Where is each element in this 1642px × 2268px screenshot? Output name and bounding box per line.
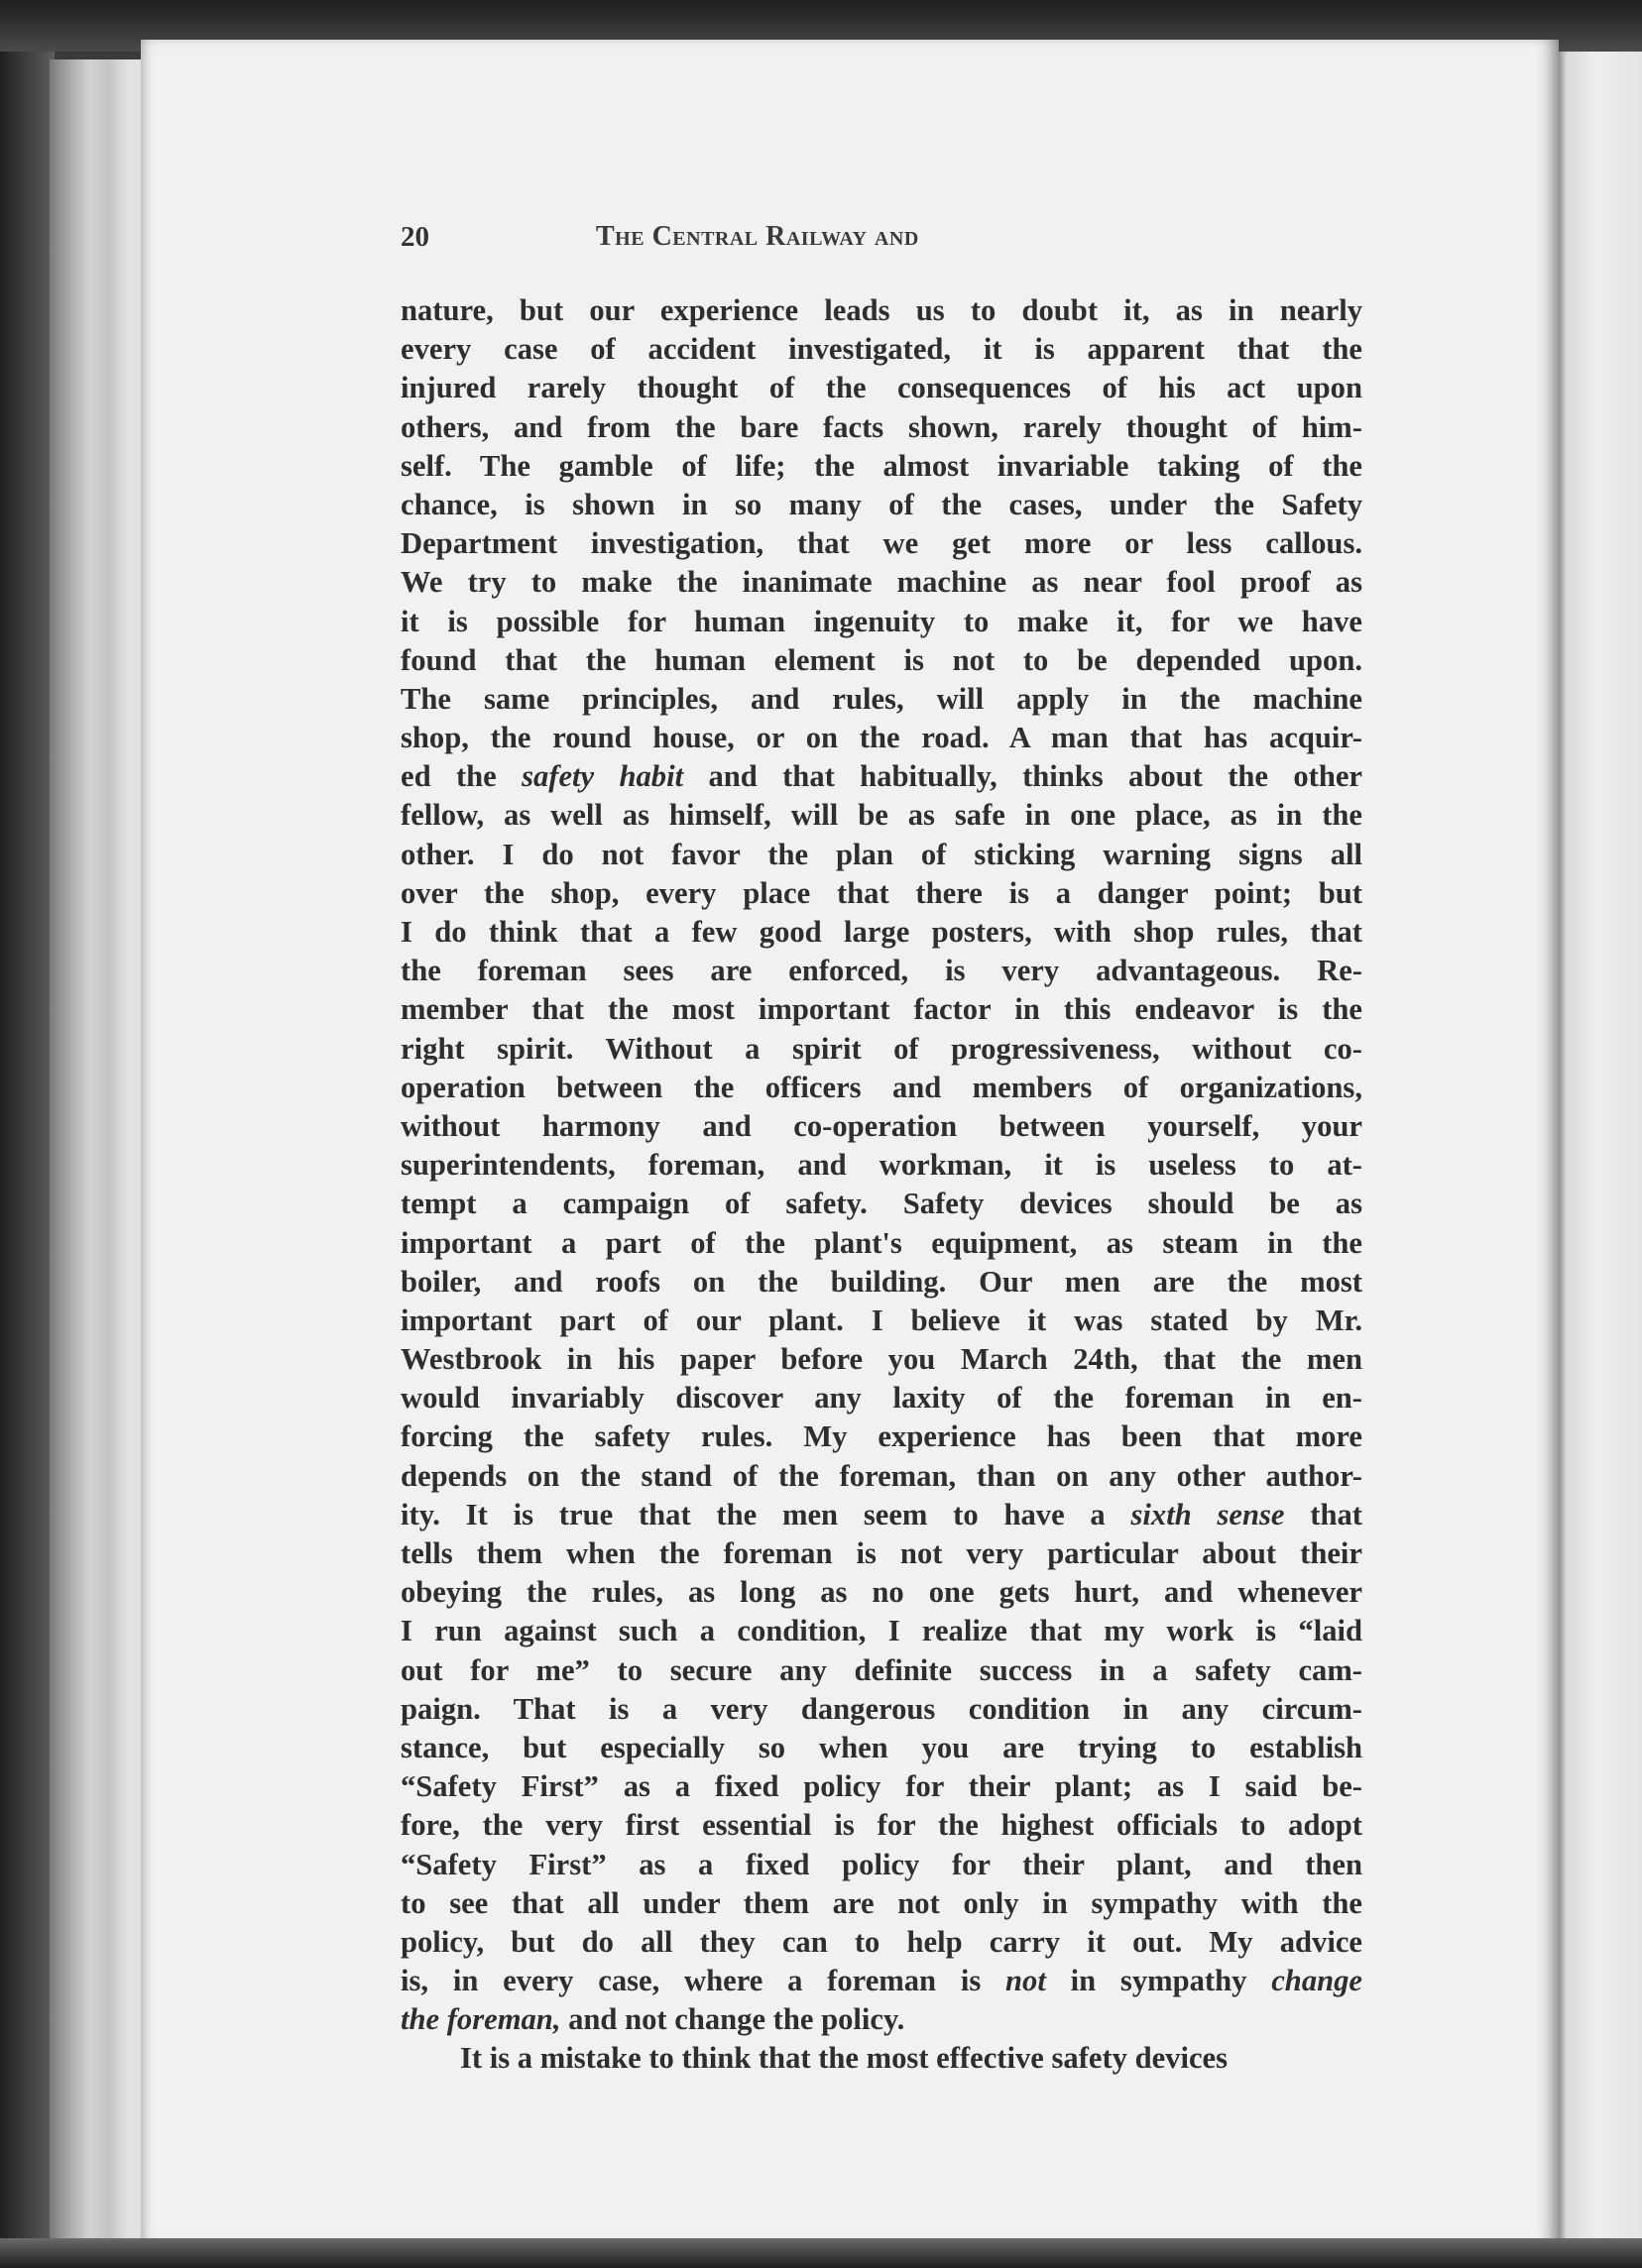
text-line: policy, but do all they can to help carry it out. My advice [401, 1924, 1362, 1959]
text-line: obeying the rules, as long as no one gets hurt, and whenever [401, 1575, 1362, 1610]
text-line: the foreman sees are enforced, is very advantageous. Re- [401, 954, 1362, 988]
text-line: right spirit. Without a spirit of progressiveness, without co- [401, 1031, 1362, 1066]
emphasis-sixth-sense: sixth sense [1130, 1497, 1285, 1531]
text-line: forcing the safety rules. My experience has been that more [401, 1419, 1362, 1454]
text-line: I run against such a condition, I realize that my work is “laid [401, 1614, 1362, 1648]
emphasis-safety-habit: safety habit [522, 759, 684, 794]
text-line: without harmony and co-operation between yourself, your [401, 1108, 1362, 1143]
book-page [141, 40, 1559, 2245]
text-line-with-emphasis [401, 1962, 1362, 2000]
text-line: paign. That is a very dangerous condition in any circum- [401, 1691, 1362, 1726]
text-line: out for me” to secure any definite success in a safety cam- [401, 1652, 1362, 1687]
text-line: important part of our plant. I believe it was stated by Mr. [401, 1303, 1362, 1337]
text-line: to see that all under them are not only in sympathy with the [401, 1885, 1362, 1920]
text-line: injured rarely thought of the consequences of his act upon [401, 371, 1362, 405]
text-run: that [1284, 1497, 1362, 1531]
text-line: depends on the stand of the foreman, than on any other author- [401, 1458, 1362, 1493]
text-run: in sympathy [1045, 1964, 1272, 1998]
page-number: 20 [401, 221, 429, 253]
text-line: fellow, as well as himself, will be as safe in one place, as in the [401, 798, 1362, 833]
text-line: stance, but especially so when you are trying to establish [401, 1730, 1362, 1764]
text-line: “Safety First” as a fixed policy for their plant; as I said be- [401, 1769, 1362, 1804]
text-run: and that habitually, thinks about the other [683, 759, 1362, 794]
text-run: and not change the policy. [560, 2002, 905, 2037]
binding-shadow [0, 52, 55, 2242]
text-line: member that the most important factor in this endeavor is the [401, 992, 1362, 1027]
text-line: Department investigation, that we get more or less callous. [401, 526, 1362, 561]
emphasis-not: not [1005, 1964, 1046, 1998]
text-line: The same principles, and rules, will apply in the machine [401, 681, 1362, 716]
text-line: boiler, and roofs on the building. Our men are the most [401, 1264, 1362, 1299]
text-line: found that the human element is not to be depended upon. [401, 642, 1362, 677]
text-line-with-emphasis [401, 757, 1362, 796]
page-edges-right [1557, 52, 1642, 2242]
text-line: would invariably discover any laxity of the foreman in en- [401, 1381, 1362, 1416]
text-line: tells them when the foreman is not very particular about their [401, 1536, 1362, 1570]
text-line: superintendents, foreman, and workman, it is useless to at- [401, 1148, 1362, 1183]
text-line: tempt a campaign of safety. Safety devices should be as [401, 1187, 1362, 1221]
text-line: shop, the round house, or on the road. A man that has acquir- [401, 721, 1362, 755]
text-line: nature, but our experience leads us to doubt it, as in nearly [401, 293, 1362, 327]
text-line: every case of accident investigated, it is apparent that the [401, 332, 1362, 367]
text-line: it is possible for human ingenuity to make it, for we have [401, 604, 1362, 638]
text-line: fore, the very first essential is for the highest officials to adopt [401, 1808, 1362, 1843]
emphasis-the-foreman: the foreman, [401, 2002, 561, 2037]
body-text [401, 291, 1362, 2079]
scan-bottom-edge [0, 2238, 1642, 2268]
text-line: over the shop, every place that there is a danger point; but [401, 875, 1362, 910]
text-run: ed the [401, 759, 523, 794]
text-run: ity. It is true that the men seem to have a [401, 1497, 1131, 1531]
text-line: “Safety First” as a fixed policy for their plant, and then [401, 1847, 1362, 1881]
page-header [401, 221, 1253, 265]
text-line: important a part of the plant's equipment, as steam in the [401, 1225, 1362, 1260]
text-line: We try to make the inanimate machine as near fool proof as [401, 565, 1362, 600]
text-line: chance, is shown in so many of the cases, under the Safety [401, 487, 1362, 521]
text-line-with-emphasis [401, 2000, 1362, 2039]
text-line: operation between the officers and members of organizations, [401, 1070, 1362, 1104]
text-line: self. The gamble of life; the almost invariable taking of the [401, 448, 1362, 483]
text-line-with-emphasis [401, 1496, 1362, 1534]
text-line: Westbrook in his paper before you March 24th, that the men [401, 1342, 1362, 1377]
paragraph-start: It is a mistake to think that the most effective safety devices [460, 2041, 1229, 2076]
text-run: is, in every case, where a foreman is [401, 1964, 1006, 1998]
text-line: other. I do not favor the plan of sticking warning signs all [401, 837, 1362, 871]
text-line: others, and from the bare facts shown, rarely thought of him- [401, 409, 1362, 444]
emphasis-change: change [1271, 1964, 1362, 1998]
running-head: The Central Railway and [596, 221, 919, 252]
text-line: I do think that a few good large posters, with shop rules, that [401, 915, 1362, 949]
